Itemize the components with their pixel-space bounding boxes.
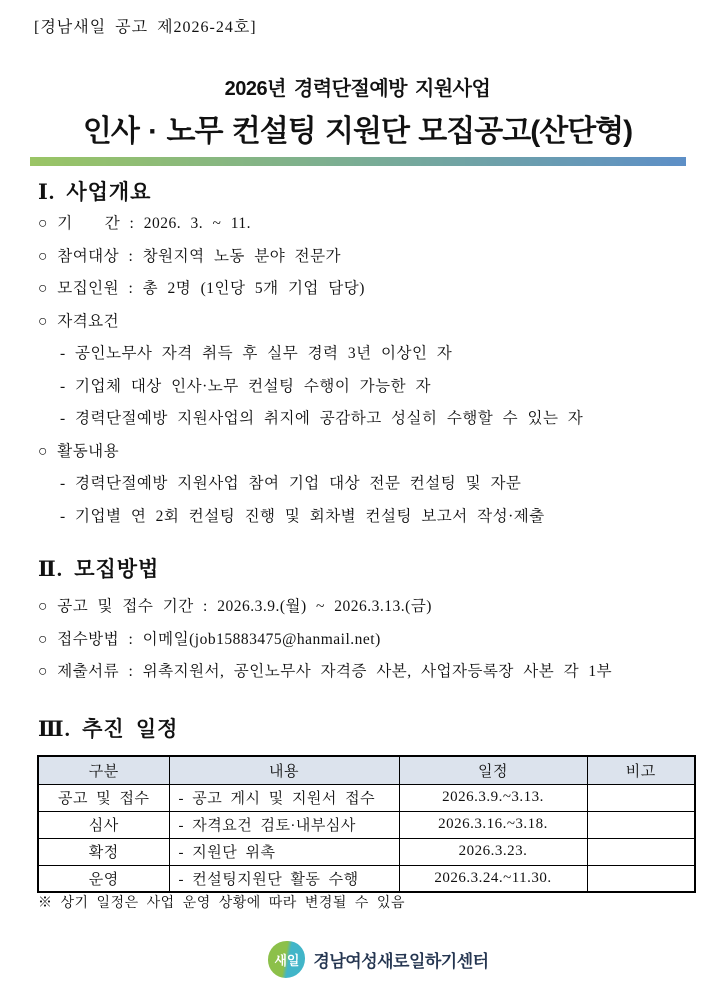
footer bbox=[0, 941, 715, 978]
title-block bbox=[0, 72, 715, 166]
row1-category: 공고 및 접수 bbox=[38, 784, 169, 811]
table-row bbox=[38, 838, 695, 865]
application-period-line: ○ 공고 및 접수 기간 : 2026.3.9.(월) ~ 2026.3.13.(금) bbox=[38, 598, 432, 616]
col-header-category: 구분 bbox=[38, 756, 169, 784]
row1-content: - 공고 게시 및 지원서 접수 bbox=[169, 784, 399, 811]
title-underline-bar bbox=[30, 157, 686, 166]
overview-headcount-line: ○ 모집인원 : 총 2명 (1인당 5개 기업 담당) bbox=[38, 280, 365, 298]
row3-schedule: 2026.3.23. bbox=[399, 838, 587, 865]
qualification-item-3: - 경력단절예방 지원사업의 취지에 공감하고 성실히 수행할 수 있는 자 bbox=[60, 410, 584, 428]
overview-qualification-label: ○ 자격요건 bbox=[38, 312, 120, 330]
row2-schedule: 2026.3.16.~3.18. bbox=[399, 811, 587, 838]
row3-content: - 지원단 위촉 bbox=[169, 838, 399, 865]
qualification-item-1: - 공인노무사 자격 취득 후 실무 경력 3년 이상인 자 bbox=[60, 345, 453, 363]
schedule-table bbox=[37, 755, 696, 893]
col-header-schedule: 일정 bbox=[399, 756, 587, 784]
schedule-change-note: ※ 상기 일정은 사업 운영 상황에 따라 변경될 수 있음 bbox=[38, 896, 405, 911]
table-header-row bbox=[38, 756, 695, 784]
table-row bbox=[38, 811, 695, 838]
section-1-body bbox=[38, 206, 695, 531]
application-documents-line: ○ 제출서류 : 위촉지원서, 공인노무사 자격증 사본, 사업자등록장 사본 각 1부 bbox=[38, 663, 613, 681]
row2-content: - 자격요건 검토·내부심사 bbox=[169, 811, 399, 838]
page-title: 인사 · 노무 컨설팅 지원단 모집공고(산단형) bbox=[82, 115, 633, 148]
table-row bbox=[38, 865, 695, 892]
application-method-line: ○ 접수방법 : 이메일(job15883475@hanmail.net) bbox=[38, 630, 381, 648]
row3-remarks bbox=[587, 838, 695, 865]
overview-activity-label: ○ 활동내용 bbox=[38, 442, 120, 460]
col-header-remarks: 비고 bbox=[587, 756, 695, 784]
section-1-heading: Ⅰ. 사업개요 bbox=[38, 180, 152, 204]
program-subtitle: 2026년 경력단절예방 지원사업 bbox=[224, 78, 491, 100]
row3-category: 확정 bbox=[38, 838, 169, 865]
section-2-heading: Ⅱ. 모집방법 bbox=[38, 557, 160, 581]
row1-remarks bbox=[587, 784, 695, 811]
col-header-content: 내용 bbox=[169, 756, 399, 784]
row2-remarks bbox=[587, 811, 695, 838]
row4-schedule: 2026.3.24.~11.30. bbox=[399, 865, 587, 892]
row4-remarks bbox=[587, 865, 695, 892]
section-2-body bbox=[38, 589, 695, 687]
activity-item-2: - 기업별 연 2회 컨설팅 진행 및 회차별 컨설팅 보고서 작성·제출 bbox=[60, 507, 545, 525]
activity-item-1: - 경력단절예방 지원사업 참여 기업 대상 전문 컨설팅 및 자문 bbox=[60, 475, 522, 493]
qualification-item-2: - 기업체 대상 인사·노무 컨설팅 수행이 가능한 자 bbox=[60, 377, 431, 395]
row1-schedule: 2026.3.9.~3.13. bbox=[399, 784, 587, 811]
section-3-heading: Ⅲ. 추진 일정 bbox=[38, 717, 179, 741]
row4-category: 운영 bbox=[38, 865, 169, 892]
organization-name: 경남여성새로일하기센터 bbox=[313, 952, 489, 971]
saeil-logo-icon: 새일 bbox=[268, 941, 305, 978]
overview-target-line: ○ 참여대상 : 창원지역 노동 분야 전문가 bbox=[38, 247, 342, 265]
table-row bbox=[38, 784, 695, 811]
notice-number: [경남새일 공고 제2026-24호] bbox=[34, 19, 257, 36]
row4-content: - 컨설팅지원단 활동 수행 bbox=[169, 865, 399, 892]
overview-period-line: ○ 기 간 : 2026. 3. ~ 11. bbox=[38, 215, 252, 233]
row2-category: 심사 bbox=[38, 811, 169, 838]
